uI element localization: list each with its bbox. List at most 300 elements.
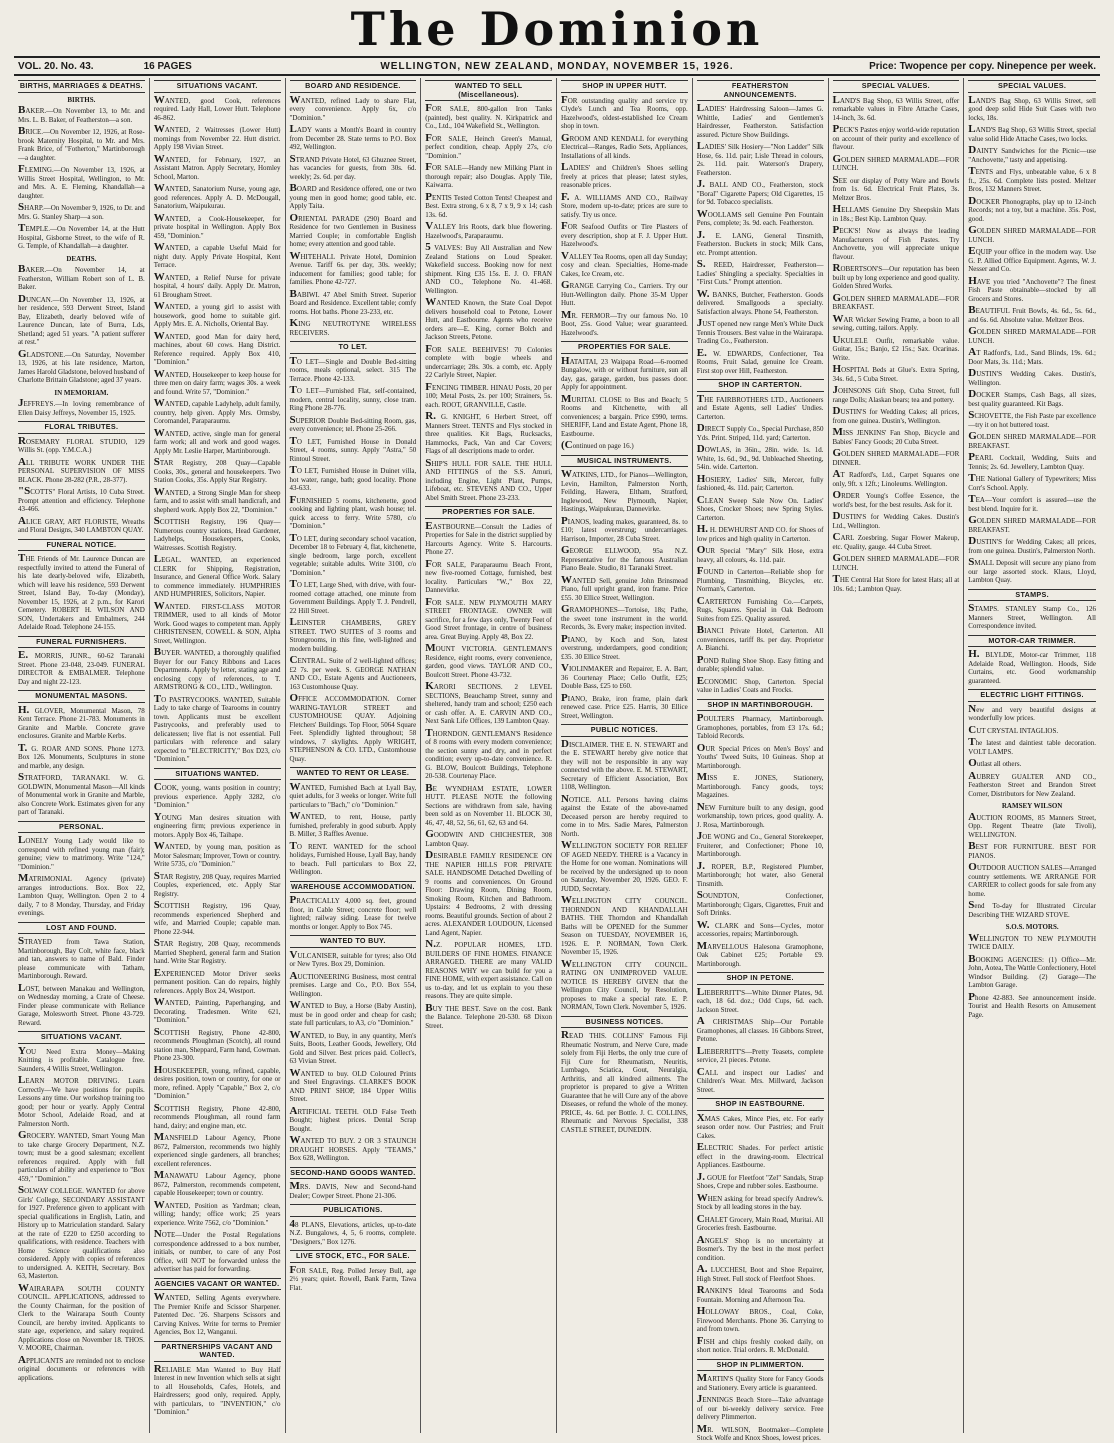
classified-ad: GRAMOPHONES—Tortoise, 18s; Pathe, the sweet tone instrument in the world. Records, 3s. Every make; inspection invited.: [561, 603, 688, 631]
classified-ad: THORNDON. GENTLEMAN'S Residence of 8 rooms with every modern convenience; the section sunny and dry, and in perfect condition; every up-to-date convenience. R. G. BLOW, Boulcott Buildings, Telephone 20-538. Courtenay Place.: [425, 726, 552, 780]
classified-ad: BIANCI Private Hotel, Carterton. All conveniences, tariff 8s. per day. Proprietor A. Bianchi.: [696, 624, 824, 652]
classified-ad: WANTED, Selling Agents everywhere. The Premier Knife and Scissor Sharpener. Patented Dec. '26. Sharpens Scissors and Carving Knives. Write for terms to Premier Agencies, Box 12, Wanganui.: [153, 1291, 281, 1336]
classified-ad: HAVE you tried "Anchovette"? The finest Fish Paste obtainable—stocked by all Grocers and Stores.: [968, 274, 1096, 303]
classified-ad: TO PASTRYCOOKS. WANTED, Suitable Lady to take charge of Tearooms in country town. Applicants must be excellent Pastrycooks, and preferably used to delicatessen; live flat is not essential. Full particulars with reference and salary expected to "ELECTRICITY," Box D23, c/o "Dominion.": [153, 692, 281, 763]
classified-ad: SOLWAY COLLEGE. WANTED for above Girls' College, SECONDARY ASSISTANT for 1927. Preference given to applicant with special qualifications in English, Latin, and History up to Matriculation standard. Salary at the rate of £220 to £250 according to qualifications, with residence. Teachers with Home Science qualifications also considered. Apply with copies of references to undersigned. A. KEITH, Secretary. Box 63, Masterton.: [18, 1184, 145, 1280]
classified-ad: WANTED, a capable Useful Maid for night duty. Apply Private Hospital, Kent Terrace.: [153, 241, 281, 269]
classified-ad: F. A. WILLIAMS AND CO., Railway Store, modern up-to-date; prices are sure to satisfy. Try us once.: [561, 190, 688, 219]
classified-ad: HELLAMS Genuine Dry Sheepskin Mats in 18s.; Best Kip. Lambton Quay.: [832, 203, 960, 223]
classified-ad: MATRIMONIAL Agency (private) arranges introductions. Box. Box 22, Lambton Quay, Wellington. Open 2 to 4 daily, 7 to 8 Monday, Thursday, and Friday evenings.: [18, 872, 145, 917]
classified-ad: OUR Special "Mary" Silk Hose, extra heavy, all colours, 4s. 11d. pair.: [696, 544, 824, 564]
section-heading: FLORAL TRIBUTES.: [18, 421, 145, 434]
classified-ad: BRICE.—On November 12, 1926, at Rose-brook Maternity Hospital, to Mr. and Mrs. Frank Brice, of "Fotherton," Martinborough—a daughter.: [18, 125, 145, 162]
classified-ad: SCHOVETTE, the Fish Paste par excellence—try it on hot buttered toast.: [968, 409, 1096, 429]
section-heading: MUSICAL INSTRUMENTS.: [561, 455, 688, 468]
section-heading: STAMPS.: [968, 589, 1096, 602]
classified-ad: MURITAI. CLOSE to Bus and Beach; 5 Rooms and Kitchenette, with all conveniences; a bargain. Price £990, terms. SHERIFF, Land and Estate Agent, Phone 18, Eastbourne.: [561, 392, 688, 438]
classified-ad: WELLINGTON CITY COUNCIL. THORNDON AND KHANDALLAH BATHS. THE Thorndon and Khandallah Baths will be OPENED for the Summer Season on TUESDAY, NOVEMBER 16, 1926. E. P. NORMAN, Town Clerk. November 15, 1926.: [561, 894, 688, 956]
section-heading: MONUMENTAL MASONS.: [18, 690, 145, 703]
classified-ad: TO LET, Large Shed, with drive, with four-roomed cottage attached, one minute from Government Buildings. Apply T. J. Pendrell, 22 Hill Street.: [289, 578, 417, 615]
classified-ad: DISCLAIMER. THE E. N. STEWART and the E. STEWART hereby give notice that they will not be responsible in any way connected with the above. E. M. STEWART, Secretary of Efficient Association, Box 1108, Wellington.: [561, 737, 688, 791]
classified-ad: WANTED, a Cook-Housekeeper, for private hospital in Wellington. Apply Box 459, "Dominion.": [153, 211, 281, 240]
classified-ad: The latest and daintiest table decoration. VOLT LAMPS.: [968, 736, 1096, 756]
classified-ad: LAND'S Bag Shop, 63 Willis Street, offer remarkable values in Fibre Attache Cases, 14-inch, 3s. 6d.: [832, 93, 960, 122]
classified-ad: CARTERTON Furnishing Co.—Carpets, Rugs, Squares. Special in Oak Bedroom Suites from £25. Quality assured.: [696, 594, 824, 623]
classified-ad: FOUND in Carterton—Reliable shop for Plumbing, Tinsmithing, Bicycles, etc. Norman's, Carterton.: [696, 565, 824, 593]
classified-ad: GOLDEN SHRED MARMALADE—FOR LUNCH.: [968, 325, 1096, 345]
classified-ad: ALL TRIBUTE WORK UNDER THE PERSONAL SUPERVISION OF MISS BLACK. Phone 28-282 (P.R., 28-377).: [18, 455, 145, 484]
classified-section: [18, 255, 145, 385]
classified-ad: SCOTTISH Registry, Phone 42-800, recommends Ploughman (Scotch), all round station man, Sheppard, Farm hand, Cowman. Phone 23-300.: [153, 1025, 281, 1062]
classified-section: [154, 768, 281, 1274]
column-4: [421, 78, 557, 1433]
classified-ad: LADIES' Silk Hosiery—"Non Ladder" Silk Hose, 6s. 11d. pair; Lisle Thread in colours, 2s. 11d. pair. Waterson's Drapery, Featherston.: [696, 140, 824, 177]
classified-ad: WANTED. FIRST-CLASS MOTOR TRIMMER, used to all kinds of Motor Work. Good wages to competent man. Apply CHRISTENSEN, COWELL & SON, Alpha Street, Wellington.: [153, 599, 281, 645]
classified-ad: LADIES' Hairdressing Saloon—James G. Whittle, Ladies' and Gentlemen's Hairdresser, Featherston. Satisfaction assured. Picture Show Buildings.: [696, 102, 824, 139]
classified-section: [697, 699, 824, 969]
classified-ad: FOR SALE, Heinch Green's Manual, perfect condition, cheap. Apply 27s, c/o "Dominion.": [425, 131, 552, 160]
classified-section: [697, 379, 824, 695]
classified-ad: W. CLARK and Sons—Cycles, motor accessories, repairs; Martinborough.: [696, 918, 824, 938]
classified-ad: (Continued on page 16.): [561, 439, 634, 451]
classified-ad: CARL Zoesbring, Sugar Flower Makeup, etc. Quality, gauge. 44 Cuba Street.: [832, 531, 960, 551]
place-date: WELLINGTON, NEW ZEALAND, MONDAY, NOVEMBER 15, 1926.: [380, 60, 734, 72]
classified-columns: [14, 78, 1100, 1442]
classified-ad: SUPERIOR Double Bed-sitting Room, gas, every convenience; tel. Phone 25-266.: [289, 413, 417, 433]
classified-ad: THE Central Hat Store for latest Hats; all at 10s. 6d.; Lambton Quay.: [832, 573, 960, 593]
classified-ad: WANTED, Housekeeper to keep house for three men on dairy farm; wages 30s. a week and found. Write 57, "Dominion.": [153, 367, 281, 396]
section-heading: BOARD AND RESIDENCE.: [290, 80, 417, 93]
classified-ad: XMAS Cakes, Mince Pies, etc. For early season order now. Our Pastries; and Fruit Cakes.: [696, 1111, 824, 1140]
masthead: [14, 0, 1100, 56]
classified-ad: WANTED TO BUY. 2 OR 3 STAUNCH DRAUGHT HORSES. Apply "TEAMS," Box 628, Wellington.: [289, 1134, 417, 1162]
classified-ad: JEFFREYS.—In loving remembrance of Ellen Daisy Jeffreys, November 15, 1925.: [18, 397, 145, 417]
page-count: 16 PAGES: [143, 60, 192, 72]
classified-ad: ELECTRIC Shades. For perfect artistic effect in the drawing-room. Electrical Appliances. Eastbourne.: [696, 1141, 824, 1169]
section-heading: SITUATIONS VACANT.: [154, 80, 281, 93]
classified-ad: ECONOMIC Shop, Carterton. Special value in Ladies' Coats and Frocks.: [696, 674, 824, 694]
classified-ad: HOSIERY, Ladies' Silk, Mercer, fully fashioned, 4s. 11d. pair; Carterton.: [696, 472, 824, 492]
classified-ad: TEA—Your comfort is assured—use the best blend. Inquire for it.: [968, 493, 1096, 513]
classified-ad: SHARP.—On November 9, 1926, to Dr. and Mrs. G. Stanley Sharp—a son.: [18, 201, 145, 221]
section-heading: SHOP IN PETONE.: [697, 972, 824, 985]
classified-ad: THE National Gallery of Typewriters; Miss Corr's School. Apply.: [968, 472, 1096, 492]
classified-ad: DUSTIN'S for Wedding Cakes. Dustin's Ltd., Wellington.: [832, 510, 960, 530]
section-subheading: BIRTHS.: [67, 95, 96, 104]
classified-ad: TO LET—Single and Double Bed-sitting rooms, meals optional, select. 315 The Terrace. Phone 42-133.: [289, 354, 417, 383]
classified-ad: YOU Need Extra Money—Making Knitting is profitable. Catalogue free. Saunders, 4 Willis Street, Wellington.: [18, 1044, 145, 1073]
classified-ad: WANTED, a young girl to assist with housework, good home to suitable girl. Apply Mrs. E. A. Nicholls, Oriental Bay.: [153, 300, 281, 328]
classified-ad: Send To-day for Illustrated Circular Describing THE WIZARD STOVE.: [968, 899, 1096, 919]
classified-ad: VALLEY Tea Rooms, open all day Sunday; cosy and clean. Specialties, Home-made Cakes, Ice Cream, etc.: [561, 249, 688, 278]
classified-ad: WANTED, capable Ladyhelp, adult family, country, help given. Apply Mrs. Ormsby, Coromandel, Paraparaumu.: [153, 397, 281, 425]
classified-section: [697, 80, 824, 375]
classified-ad: LEARN MOTOR DRIVING. Learn Correctly—We have positions for pupils. Lessons any time. Our workshop training too good; per hour or yearly. Apply Central Motor School, Adelaide Road, and at Palmerston North.: [18, 1074, 145, 1128]
classified-ad: 48 PLANS, Elevations, articles, up-to-date N.Z. Bungalows, 4, 5, 6 rooms, complete. "Designers," Box 1276.: [289, 1217, 417, 1246]
classified-section: [18, 539, 145, 632]
classified-ad: OUTDOOR AUCTION SALES—Arranged country settlements. WE ARRANGE FOR CARRIER to collect goods for sale from any home.: [968, 861, 1096, 898]
classified-ad: NOTE—Under the Postal Regulations correspondence addressed to a box number, initials, or number, to care of any Post Office, will NOT be forwarded unless the advertiser has paid for forwarding.: [153, 1228, 281, 1273]
classified-ad: J. GOUE for Fleetfoot "Zel" Sandals, Strap Shoes, Crepe and rubber soles. Eastbourne.: [696, 1170, 824, 1190]
classified-ad: STRAND Private Hotel, 63 Ghuznee Street, has vacancies for guests, from 30s. 6d. weekly; 2s. 6d. per day.: [289, 152, 417, 181]
classified-ad: FOR Seafood Outfits or Tire Plasters of every description, shop at F. J. Upper Hutt. Hazelwood's.: [561, 220, 688, 248]
classified-ad: WATKINS, LTD., for Pianos—Wellington, Levin, Hamilton, Palmerston North, Feilding, Hawera, Eltham, Stratford, Inglewood, New Plymouth, Napier, Hastings, Waipukurau, Dannevirke.: [561, 468, 688, 513]
classified-ad: RELIABLE Man Wanted to Buy Half Interest in new Invention which sells at sight to all Households, Cafes, Hotels, and Hairdressers; good only, required. Apply, with particulars, to "INVENTION," c/o "Dominion.": [153, 1362, 281, 1416]
classified-ad: APPLICANTS are reminded not to enclose original documents or references with applications.: [18, 1353, 145, 1382]
classified-ad: GOLDEN SHRED MARMALADE—FOR LUNCH.: [968, 224, 1096, 244]
classified-ad: E. MORRIS, JUNR., 60-62 Taranaki Street. Phone 23-048, 23-049. FUNERAL DIRECTOR & EMBALMER. Telephone Day and night 22-123.: [18, 649, 145, 686]
classified-ad: TO LET, Furnished House in Duinet villa, hot water, range, bath; good locality. Phone 43-633.: [289, 464, 417, 492]
classified-ad: ARTIFICIAL TEETH. OLD False Teeth Bought; highest prices. Dental Scrap Bought.: [289, 1104, 417, 1133]
classified-ad: OFFICE ACCOMMODATION. Corner WARING-TAYLOR STREET and CUSTOMHOUSE QUAY. Adjoining Fletchers' Buildings. Top Floor, 5064 Square Feet. Splendidly lighted throughout; 58 windows, 7 skylights. Apply WRIGHT, STEPHENSON & CO. LTD., Customhouse Quay.: [289, 692, 417, 763]
classified-ad: MISS E. JONES, Stationery, Martinborough. Fancy goods, toys; Magazines.: [696, 771, 824, 799]
classified-ad: R. G. KNIGHT, 6 Herbert Street, off Manners Street. TENTS and Flys stocked in three qualities. Kit Bags, Rucksacks, Hammocks, Pack, Van and Car Covers; Flags of all descriptions made to order.: [425, 410, 552, 455]
classified-ad: BE WYNDHAM ESTATE, LOWER HUTT. PLEASE NOTE the following Sections are withdrawn from sale, having been sold as on November 11. BLOCK 30, 46, 47, 48, 52, 56, 61, 62, 63 and 64.: [425, 781, 552, 827]
classified-section: [154, 1278, 281, 1337]
classified-ad: NOTICE. ALL Persons having claims against the Estate of the above-named Deceased person are hereby required to come in to Mrs. Sadie Mares, Palmerston North.: [561, 792, 688, 838]
classified-ad: DUSTIN'S for Wedding Cakes; all prices, from one guinea. Dustin's, Palmerston North.: [968, 535, 1096, 555]
section-heading: SITUATIONS WANTED.: [154, 768, 281, 781]
classified-ad: MANAWATU Labour Agency, phone 8672, Palmerston, recommends competent, capable Housekeeper; town or country.: [153, 1169, 281, 1197]
section-heading: SHOP IN EASTBOURNE.: [697, 1098, 824, 1111]
classified-ad: OUR Special Prices on Men's Boys' and Youths' Tweed Suits, 10 Guineas. Shop at Martinborough.: [696, 741, 824, 770]
classified-ad: J. BALL AND CO., Featherston, stock "Boral" Cigarette Papers; Old Cigarettes, 15 for 9d. Tobacco specialists.: [696, 178, 824, 206]
classified-ad: BUYER. WANTED, a thoroughly qualified Buyer for our Fancy Ribbons and Laces Departments. Apply by letter, stating age and enclosing copy of references, to T. ARMSTRONG & CO., LTD., Wellington.: [153, 646, 281, 691]
section-subheading: IN MEMORIAM.: [54, 388, 109, 397]
classified-ad: DOWLAS, in 36in., 28in. wide. 1s. 1d. White, 1s. 6d., 9d., 9d. Unbleached Sheeting, 54in. wide. Carterton.: [696, 443, 824, 471]
section-heading: FUNERAL NOTICE.: [18, 539, 145, 552]
classified-ad: WANTED, for February, 1927, an Assistant Matron. Apply Secretary, Homley School, Marton.: [153, 152, 281, 181]
classified-ad: LOST, between Manakau and Wellington, on Wednesday morning, a Crate of Cheese. Finder please communicate with Reliance Garage, Molesworth Street. Phone 43-729. Reward.: [18, 981, 145, 1027]
classified-ad: THE Friends of Mr. Laurence Duncan are respectfully invited to attend the Funeral of his late dearly-beloved wife, Elizabeth, which will leave his residence, 593 Derwent Street, Island Bay, To-day (Monday), November 15, 1926, at 2 p.m., for Karori Cemetery. ROBERT H. WILSON AND SON, Undertakers and Embalmers, 244 Adelaide Road. Telephone 24-155.: [18, 552, 145, 631]
classified-ad: JOHNSONS Gift Shop, Cuba Street, full range Dolls; Alaskan bears; tea and pottery.: [832, 384, 960, 404]
classified-section: [18, 80, 145, 251]
section-heading: LIVE STOCK, ETC., FOR SALE.: [290, 1250, 417, 1263]
classified-ad: NEW Furniture built to any design, good workmanship, town prices, good quality. A. J. Rosa, Martinborough.: [696, 800, 824, 829]
classified-ad: GOLDEN SHRED MARMALADE—FOR BREAKFAST.: [968, 514, 1096, 534]
section-heading: WAREHOUSE ACCOMMODATION.: [290, 881, 417, 894]
classified-ad: WELLINGTON SOCIETY FOR RELIEF OF AGED NEEDY. THERE is a Vacancy in the Home for one woman. Nominations will be received by the undersigned up to noon on Saturday, November 20, 1926. GEO. F. JUDD, Secretary.: [561, 839, 688, 893]
classified-ad: TO LET, Furnished House in Donald Street, 4 rooms, sunny. Apply "Astra," 50 Rintoul Street.: [289, 434, 417, 463]
column-2: [150, 78, 286, 1433]
classified-section: [561, 341, 688, 451]
classified-ad: GOLDEN SHRED MARMALADE—FOR LUNCH.: [832, 152, 960, 172]
classified-ad: DIRECT Supply Co., Special Purchase, 850 Yds. Print. Striped, 11d. yard; Carterton.: [696, 422, 824, 442]
classified-section: [18, 389, 145, 418]
section-heading: SHOP IN CARTERTON.: [697, 379, 824, 392]
classified-ad: HOLLOWAY BROS., Coal, Coke, Firewood Merchants. Phone 36. Carrying to and from town.: [696, 1305, 824, 1333]
classified-ad: TENTS and Flys, unbeatable value, 6 x 8 ft., 25s. 6d. Complete lists posted. Meltzer Bros, 132 Manners Street.: [968, 165, 1096, 193]
column-5: [557, 78, 693, 1433]
section-heading: WANTED TO SELL (Miscellaneous).: [425, 80, 552, 101]
classified-section: [697, 1098, 824, 1355]
classified-ad: YOUNG Man desires situation with engineering firm; previous experience in motors. Apply Box 46, Taihape.: [153, 810, 281, 839]
classified-ad: EASTBOURNE—Consult the Ladies of Properties for Sale in the district supplied by Harcourts Agency. Write S. Harcourts. Phone 27.: [425, 519, 552, 556]
classified-ad: CALL and inspect our Ladies' and Children's Wear. Mrs. Millward, Jackson Street.: [696, 1065, 824, 1094]
classified-ad: W. BANKS, Butcher, Featherston. Goods delivered. Smallgoods a specialty. Satisfaction always. Phone 54, Featherston.: [696, 287, 824, 316]
classified-section: [290, 1204, 417, 1246]
classified-section: [290, 80, 417, 337]
classified-ad: VALLEY Iris Roots, dark blue flowering. Hazelwood's, Paraparaumu.: [425, 220, 552, 240]
classified-ad: A CHRISTMAS Ship—Our Portable Gramophones, all classes. 16 Gibbons Street, Petone.: [696, 1015, 824, 1043]
classified-ad: MISS JENKINS' Fan Shop, Bicycle and Babies' Fancy Goods; 20 Cuba Street.: [832, 426, 960, 446]
classified-ad: AT Radford's, Ltd., Sand Blinds, 19s. 6d.; Door Mats, 3s. 11d.; Mats.: [968, 346, 1096, 366]
classified-ad: HOUSEKEEPER, young, refined, capable, desires position, town or country, for one or more, refined. Apply "Capable," Box 2, c/o "Dominion.": [153, 1063, 281, 1100]
section-heading: FUNERAL FURNISHERS.: [18, 636, 145, 649]
classified-ad: TO LET, during secondary school vacation, December 18 to February 4, flat, kitchenette, single bedroom, large porch, excellent vegetable; suitable adults. Write 3100, c/o "Dominion.": [289, 531, 417, 577]
section-heading: SHOP IN PLIMMERTON.: [697, 1359, 824, 1372]
classified-ad: H. BLYLDE, Motor-car Trimmer, 118 Adelaide Road, Wellington. Hoods, Side Curtains, etc. Good workmanship guaranteed.: [968, 648, 1096, 685]
dateline-left: [18, 61, 258, 72]
section-heading: SPECIAL VALUES.: [968, 80, 1096, 93]
classified-ad: CENTRAL. Suite of 2 well-lighted offices; £2 7s. per week. S. GEORGE NATHAN AND CO., Estate Agents and Auctioneers, 163 Customhouse Quay.: [289, 654, 417, 691]
classified-ad: FOR SALE, 800-gallon Iron Tanks (painted), best quality. N. Kirkpatrick and Co., Ltd., 104 Wakefield St., Wellington.: [425, 102, 552, 130]
classified-ad: DUSTIN'S Wedding Cakes. Dustin's, Wellington.: [968, 367, 1096, 387]
classified-ad: WHEN asking for bread specify Andrew's. Stock by all leading stores in the bay.: [696, 1191, 824, 1211]
classified-ad: AUCTION ROOMS, 85 Manners Street, Opp. Regent Theatre (late Tivoli), WELLINGTON.: [968, 810, 1096, 839]
classified-section: [561, 80, 688, 337]
classified-section: [290, 1167, 417, 1201]
classified-ad: PIANO, by Koch and Son, latest overstrung, underdampers, good condition; £35. 30 Ellice Street.: [561, 632, 688, 661]
classified-ad: FURNISHED 5 rooms, kitchenette, good cooking and lighting plant, wash house; tel. quick access to ferry. Write 5780, c/o "Dominion.": [289, 493, 417, 530]
column-7: [829, 78, 965, 1433]
classified-ad: SCOTTISH Registry, Phone 42-800, recommends Ploughman, all round farm hand, dairy; and engine man, etc.: [153, 1101, 281, 1130]
section-heading: WANTED TO RENT OR LEASE.: [290, 767, 417, 780]
classified-section: [425, 506, 552, 1030]
classified-ad: Outlast all others.: [968, 757, 1022, 769]
classified-ad: E. W. EDWARDS, Confectioner, Tea Rooms, Fruit Salad, genuine Ice Cream. First stop over Hill, Featherston.: [696, 346, 824, 375]
classified-ad: ALICE GRAY, ART FLORISTE, Wreaths and Floral Designs, 340 LAMBTON QUAY.: [18, 514, 145, 534]
classified-ad: DOCKER Stamps, Cash Bags, all sizes, best quality guaranteed. Kit Bags.: [968, 388, 1096, 408]
classified-section: [290, 341, 417, 763]
masthead-title: The Dominion: [350, 2, 764, 56]
classified-ad: POULTERS Pharmacy, Martinborough. Gramophones, portables, from £3 17s. 6d.; Tabloid Records.: [696, 712, 824, 740]
section-heading: PUBLIC NOTICES.: [561, 724, 688, 737]
section-heading: SPECIAL VALUES.: [833, 80, 960, 93]
classified-ad: LEINSTER CHAMBERS, GREY STREET. TWO SUITES of 3 rooms and Strongrooms, in this fine, well-lighted and modern building.: [289, 616, 417, 653]
classified-ad: GEORGE ELLWOOD, 95a N.Z. Representative for the famous Australian Piano Beale. Studio, 81 Taranaki Street.: [561, 544, 688, 572]
classified-ad: BABIWI. 47 Abel Smith Street. Superior Board and Residence. Excellent table; comfy rooms. Hot baths. Phone 23-233, etc.: [289, 287, 417, 316]
classified-ad: WANTED, active, single man for general farm work; all and work and good wages. Apply Mr. Leslie Harper, Martinborough.: [153, 426, 281, 455]
classified-ad: WANTED, a Strong Single Man for sheep farm, and to assist with small handicraft, and shepherd work. Apply Box 22, "Dominion.": [153, 485, 281, 514]
classified-ad: DAINTY Sandwiches for the Picnic—use "Anchovette," tasty and appetising.: [968, 144, 1096, 164]
classified-ad: FLEMING.—On November 13, 1926, at Willis Street Hospital, Wellington, to Mr. and Mrs. A. E. Fleming, Khandallah—a daughter.: [18, 163, 145, 200]
classified-ad: CLEAN Sweep Sale Now On. Ladies' Shoes, Crocker Shoes; new Spring Styles. Carterton.: [696, 493, 824, 522]
classified-ad: GRANGE Carrying Co., Carriers. Try our Hutt-Wellington daily. Phone 35-M Upper Hutt.: [561, 279, 688, 307]
classified-ad: New and very beautiful designs at wonderfully low prices.: [968, 702, 1096, 722]
classified-ad: WANTED, Furnished Bach at Lyall Bay, quiet adults, for 3 weeks or longer. Write full particulars to "Bach," c/o "Dominion.": [289, 780, 417, 809]
classified-ad: WAR Wicker Sewing Frame, a boon to all sewing, cutting, tailors. Apply.: [832, 312, 960, 332]
classified-ad: MOUNT VICTORIA. GENTLEMAN'S Residence, eight rooms, every convenience, garden, good views. TAYLOR AND CO., Boulcott Street. Phone 43-732.: [425, 642, 552, 679]
classified-ad: PENTIS Tested Cotton Tents! Cheapest and Best. Extra strong, 6 x 8, 7 x 9, 9 x 14; cash 13s. 6d.: [425, 190, 552, 219]
section-heading: SHOP IN UPPER HUTT.: [561, 80, 688, 93]
classified-ad: ORIENTAL PARADE (290) Board and Residence for two Gentlemen in Business Married Couple; in comfortable English home; every attention and good table.: [289, 211, 417, 248]
section-heading: TO LET.: [290, 341, 417, 354]
classified-ad: S. REED, Hairdresser, Featherston—Ladies' Shingling a specialty. Specialties in "First Cuts." Prompt attention.: [696, 258, 824, 286]
section-subheading: RAMSEY WILSON: [1001, 802, 1063, 810]
classified-ad: J. E. LANG, General Tinsmith, Featherston. Buckets in stock; Milk Cans, etc. Prompt attention.: [696, 228, 824, 257]
classified-ad: BOOKING AGENCIES: (1) Office—Mr. John, Aotea, The Wattle Confectionery, Hotel Windsor Building. (2) Garage—The Lambton Garage.: [968, 952, 1096, 989]
classified-ad: MANSFIELD Labour Agency, Phone 8672, Palmerston, recommends two highly experienced single gardeners, all branches; excellent references.: [153, 1131, 281, 1168]
classified-ad: KARORI SECTIONS. 2 LEVEL SECTIONS, Beauchamp Street, sunny and sheltered, handy tram and school; £250 each or cash offer. A. E. CARVIN AND CO., Next Sank Life Offices, 139 Lambton Quay.: [425, 680, 552, 725]
classified-ad: SOUNDTON, Confectioner, Martinborough; Cigars, Cigarettes, Fruit and Soft Drinks.: [696, 889, 824, 917]
classified-ad: WANTED Known, the State Coal Depot delivers household coal to Petone, Lower Hutt, and Eastbourne. Agents who receive orders are—E. King, corner Bolch and Jackson Streets, Petone.: [425, 296, 552, 341]
classified-section: [968, 635, 1096, 686]
classified-section: [18, 690, 145, 817]
classified-section: [697, 972, 824, 1094]
section-heading: PROPERTIES FOR SALE.: [561, 341, 688, 354]
section-heading: SITUATIONS VACANT.: [18, 1031, 145, 1044]
classified-ad: KING NEUTROTYNE WIRELESS RECEIVERS.: [289, 317, 417, 337]
classified-ad: PECK'S Pastes enjoy world-wide reputation on account of their purity and excellence of flavour.: [832, 123, 960, 151]
classified-ad: LIEBERRITT'S—White Dinner Plates, 9d. each, 18 6d. doz.; Odd Cups, 6d. each. Jackson Street.: [696, 985, 824, 1014]
classified-ad: RANKIN'S Ideal Tearooms and Soda Fountain. Morning and Afternoon Tea.: [696, 1284, 824, 1304]
classified-ad: TEMPLE.—On November 14, at the Hutt Hospital, Gisborne Street, to the wife of R. G. Temple, of Khandallah—a daughter.: [18, 222, 145, 250]
classified-ad: DOCKER Phonographs, play up to 12-inch Records; not a toy, but a machine. 35s. Post, good.: [968, 194, 1096, 223]
classified-ad: SEE our display of Potty Ware and Bowls from 1s. 6d. Electrical Fruit Plates, 3s. Meltzer Bros.: [832, 173, 960, 202]
classified-ad: JOE WONG and Co., General Storekeeper, Fruiterer, and Confectioner; Phone 10, Martinborough.: [696, 830, 824, 858]
section-heading: AGENCIES VACANT OR WANTED.: [154, 1278, 281, 1291]
classified-ad: PECK'S! Now as always the leading Manufacturers of Fish Pastes. Try Anchovette, you will appreciate unique flavour.: [832, 224, 960, 261]
classified-ad: WHITEHALL Private Hotel, Dominion Avenue. Tariff 6s. per day, 30s. weekly; inducement for families; good table; for families. Phone 42-727.: [289, 249, 417, 286]
section-subheading: S.O.S. MOTORS.: [1005, 923, 1059, 931]
classified-ad: GOLDEN SHRED MARMALADE—FOR DINNER.: [832, 447, 960, 467]
classified-ad: HOSPITAL Beds at Glue's. Extra Spring, 34s. 6d., 5 Cuba Street.: [832, 363, 960, 383]
classified-ad: BUY THE BEST. Save on the cost. Bank the Balance. Telephone 20-530. 68 Dixon Street.: [425, 1001, 552, 1030]
classified-ad: WANTED to buy. OLD Coloured Prints and Steel Engravings. CLARKE'S BOOK AND PRINT SHOP, 184 Upper Willis Street.: [289, 1066, 417, 1103]
classified-ad: H. H. DEWHURST AND CO. for Shoes of low prices and high quality in Carterton.: [696, 523, 824, 543]
section-heading: LOST AND FOUND.: [18, 922, 145, 935]
classified-ad: FOR SALE. NEW PLYMOUTH MARY STREET FRONTAGE. OWNER will sacrifice, for a few days only, Twenty Feet of Good Street frontage, in centre of business area. Great Buying. Apply 48, Box 22.: [425, 595, 552, 641]
classified-ad: MR. WILSON, Bootmaker—Complete Stock Wolfe and Knox Shoes, lowest prices.: [696, 1422, 824, 1442]
classified-ad: WANTED, to Buy, in any quantity, Men's Suits, Boots, Leather Goods, Jewellery, Old Gold and Silver. Best prices paid. Collect's, 63 Vivian Street.: [289, 1028, 417, 1065]
price-note: Price: Twopence per copy. Ninepence per week.: [869, 60, 1096, 72]
classified-ad: BOARD and Residence offered, one or two young men in good home; good table, etc. Apply Taita.: [289, 182, 417, 210]
classified-ad: GOLDEN SHRED MARMALADE—FOR LUNCH.: [832, 552, 960, 572]
classified-ad: WANTED, Sanatorium Nurse, young age, good references. Apply A. D. McDougall, Sanatorium, Waipukurau.: [153, 182, 281, 210]
classified-ad: DUNCAN.—On November 13, 1926, at her residence, 593 Derwent Street, Island Bay, Elizabeth, dearly beloved wife of Laurence Duncan, late of Burra, Lds, Shetland; aged 51 years. "A patient sufferer at rest.": [18, 292, 145, 346]
classified-section: [154, 80, 281, 764]
classified-section: [290, 767, 417, 877]
classified-ad: CUT CRYSTAL INTAGLIOS.: [968, 723, 1059, 736]
classified-ad: GOLDEN SHRED MARMALADE—FOR BREAKFAST.: [832, 291, 960, 311]
classified-ad: MARTIN'S Quality Store for Fancy Goods and Stationery. Every article is guaranteed.: [696, 1372, 824, 1392]
classified-ad: WAIRARAPA SOUTH COUNTY COUNCIL. APPLICATIONS, addressed to the County Chairman, for the position of Clerk to the Wairarapa South County Council, are hereby invited. Applicants to state age, experience, and salary required. Applications close on November 18. THOS. V. MOORE, Chairman.: [18, 1281, 145, 1352]
classified-ad: STAMPS. STANLEY Stamp Co., 126 Manners Street, Wellington. All Correspondence invited.: [968, 602, 1096, 630]
classified-ad: VIOLINMAKER and Repairer, E. A. Barr, 36 Courtenay Place; Cello Outfit, £25; Double Bass, £25 to £60.: [561, 662, 688, 690]
classified-section: [968, 802, 1096, 919]
section-heading: PUBLICATIONS.: [290, 1204, 417, 1217]
classified-ad: GROCERY. WANTED, Smart Young Man to take charge Grocery Department, N.Z. town; must be a good salesman; excellent references required. Apply with full particulars of ability and experience to "Box 459," "Dominion.": [18, 1129, 145, 1183]
volume-number: VOL. 20. No. 43.: [18, 60, 94, 72]
classified-ad: FOR SALE—Handy new Milking Plant in thorough repair; also Douglas. Apply Tile, Kaiwarra.: [425, 161, 552, 189]
classified-section: [968, 923, 1096, 1019]
classified-ad: WANTED, 2 Waitresses (Lower Hutt) mornings from November 22. Hutt district. Apply 198 Vivian Street.: [153, 123, 281, 151]
classified-section: [18, 636, 145, 687]
section-heading: SECOND-HAND GOODS WANTED.: [290, 1167, 417, 1180]
classified-ad: AUBREY GUALTER AND CO., Featherston Street and Brandon Street Corner, Distributors for New Zealand.: [968, 769, 1096, 798]
classified-ad: FOR outstanding quality and service try Clyde's Lunch and Tea Rooms, opp. Hazelwood's, oldest-established Ice Cream shop in town.: [561, 93, 688, 130]
classified-ad: ROSEMARY FLORAL STUDIO, 129 Willis St. (opp. Y.M.C.A.): [18, 434, 145, 454]
classified-ad: BAKER.—On November 13, to Mr. and Mrs. L. B. Baker, of Featherston—a son.: [18, 104, 145, 124]
section-heading: BIRTHS, MARRIAGES & DEATHS.: [18, 80, 145, 93]
section-subheading: DEATHS.: [66, 254, 97, 263]
classified-ad: STAR Registry, 208 Quay, recommends Married Shepherd, general farm and Station hand. Write Star Registry.: [153, 937, 281, 965]
section-heading: FEATHERSTON ANNOUNCEMENTS.: [697, 80, 824, 101]
classified-section: [561, 1016, 688, 1135]
classified-ad: STRATFORD, TARANAKI. W. G. GOLDWIN, Monumental Mason—All kinds of Monumental work in Granite and Marble, also Concrete Work. Estimates given for any part of Taranaki.: [18, 771, 145, 816]
classified-ad: FENCING TIMBER. HINAU Posts, 20 per 100; Metal Posts, 2s. per 100; Strainers, 5s. each. ROOT, GRANVILLE, Castle.: [425, 380, 552, 409]
classified-section: [154, 1341, 281, 1417]
classified-ad: STAR Registry, 208 Quay—Capable Cooks, 30s., general and housekeepers. Two Station Cooks, 35s. Apply Star Registry.: [153, 456, 281, 484]
classified-ad: Phone 42-883. See announcement inside. Tourist and Health Resorts on Amusement Page.: [968, 990, 1096, 1019]
classified-section: [290, 881, 417, 932]
classified-ad: T. G. ROAR AND SONS. Phone 1273. Box 126. Monuments, Sculptures in stone and marble, any design.: [18, 741, 145, 770]
classified-ad: ANGELS' Shop is no uncertainty at Bosmer's. Try the best in the most perfect condition.: [696, 1233, 824, 1262]
classified-ad: WELLINGTON TO NEW PLYMOUTH TWICE DAILY.: [968, 931, 1096, 951]
classified-ad: LIEBERRITT'S—Pretty Teasets, complete service, 21 pieces. Petone.: [696, 1044, 824, 1064]
classified-ad: PEARL Cocktail, Wedding, Suits and Tennis; 2s. 6d. Jewellery, Lambton Quay.: [968, 451, 1096, 471]
classified-ad: N.Z. POPULAR HOMES, LTD. BUILDERS OF FINE HOMES. FINANCE ARRANGED. THERE are many VALID REASONS WHY we can build for you a FINE HOME, with expert assistance. Call on us to-day, and let us explain to you these reasons. They are quite simple.: [425, 938, 553, 1000]
classified-section: [561, 724, 688, 1012]
column-8: [964, 78, 1100, 1433]
classified-ad: EXPERIENCED Motor Driver seeks permanent position. Can do repairs, highly references. Apply Box 24, Westport.: [153, 966, 281, 995]
classified-ad: A. LUCCHESI, Boot and Shoe Repairer, High Street. Full stock of Fleetfoot Shoes.: [696, 1263, 824, 1283]
classified-ad: HATAITAI, 23 Waipapa Road—6-roomed Bungalow, with or without furniture, sun all day, gas, garage, garden, bus passes door. Apply for appointment.: [561, 354, 688, 391]
classified-ad: CHALET Grocery, Main Road, Muritai. All Groceries fresh. Eastbourne.: [696, 1212, 824, 1232]
classified-ad: GOLDEN SHRED MARMALADE—FOR BREAKFAST.: [968, 430, 1096, 450]
classified-ad: DUSTIN'S for Wedding Cakes; all prices, from one guinea. Dustin's, Wellington.: [832, 405, 960, 425]
classified-ad: VULCANISER, suitable for tyres; also Old or New Tyres. Box 29, Dominion.: [289, 948, 417, 968]
section-heading: SHOP IN MARTINBOROUGH.: [697, 699, 824, 712]
section-heading: PERSONAL.: [18, 821, 145, 834]
column-1: [14, 78, 150, 1433]
classified-ad: WANTED Sell, genuine John Brinsmead Piano, full upright grand, iron frame. Price £55. 30 Ellice Street, Wellington.: [561, 573, 688, 602]
classified-ad: LAND'S Bag Shop, 63 Willis Street, special value solid Hide Attache Cases, two locks.: [968, 123, 1096, 143]
classified-ad: MR. FERMOR—Try our famous No. 10 Boot, 25s. Good Value; wear guaranteed. Hazelwood's.: [561, 308, 688, 337]
classified-ad: SMALL Deposit will secure any piano from our large assorted stock. Klaus, Lloyd, Lambton Quay.: [968, 556, 1096, 584]
classified-ad: TO RENT. WANTED for the school holidays, Furnished House, Lyall Bay, handy to beach. Full particulars to Box 22, Wellington.: [289, 839, 417, 876]
classified-section: [561, 455, 688, 721]
classified-ad: STAR Registry, 208 Quay, requires Married Couples, experienced, etc. Apply Star Registry.: [153, 869, 281, 898]
classified-ad: LADIES' and Children's Shoes selling freely at prices that please; latest styles, reasonable prices.: [561, 161, 688, 189]
classified-ad: DESIRABLE FAMILY RESIDENCE ON THE NAPIER HILLS FOR PRIVATE SALE. HANDSOME Detached Dwelling of 9 rooms and conveniences. On Ground Floor: Drawing Room, Dining Room, Smoking Room, Kitchen and Bathroom. Upstairs: 4 Bedrooms, 2 with dressing rooms. Beautiful grounds. Section of about 2 acres. ALEXANDER LOUDOUN, Licensed Land Agent, Napier.: [425, 849, 552, 937]
classified-ad: TO LET—Furnished Flat, self-contained, modern, central locality, sunny, close tram. Ring Phone 28-776.: [289, 384, 417, 412]
classified-ad: 5 VALVES: Buy All Australian and New Zealand Stations on Loud Speaker. Wakefield success. Booking now for next shipment. King £35 15s. E. J. O. FRAN AND CO., Telephone No. 41-468. Wellington.: [425, 241, 552, 295]
classified-section: [18, 821, 145, 918]
classified-ad: PRACTICALLY 4,000 sq. feet, ground floor, in Cable Street; concrete floor; well lighted; railway siding. Lease for twelve months or longer. Apply to Box 745.: [289, 894, 417, 931]
classified-section: [968, 689, 1096, 798]
classified-ad: FOR SALE, Reg. Polled Jersey Bull, age 2½ years; quiet. Rowell, Bank Farm, Tawa Flat.: [289, 1263, 417, 1292]
classified-ad: THE FAIRBROTHERS LTD., Auctioneers and Estate Agents, sell Ladies' Undies. Carterton.: [696, 392, 824, 421]
classified-section: [833, 80, 960, 593]
classified-ad: AUCTIONEERING Business, most central premises. Large and Co., P.O. Box 554, Wellington.: [289, 969, 417, 998]
classified-ad: EQUIP your office in the modern way. Use G. P. Allied Office Equipment. Agents, W. J. Nesser and Co.: [968, 245, 1096, 273]
classified-section: [697, 1359, 824, 1443]
classified-ad: UKULELE Outfit, remarkable value. Guitar, 15s.; Banjo, £2 15s.; Sax. Ocarinas. Write.: [832, 333, 960, 362]
classified-ad: J. ROPER, B.P., Registered Plumber, Martinborough; hot water, also General Tinsmith.: [696, 859, 824, 888]
classified-ad: H. GLOVER, Monumental Mason, 78 Kent Terrace. Phone 21-783. Monuments in Granite and Marble. Concrete grave enclosures. Granite and Marble Kerbs.: [18, 703, 145, 740]
classified-ad: GLADSTONE.—On Saturday, November 13, 1926, at his late residence, Marton, James Harold Gladstone, beloved husband of Charlotte Brittain Gladstone; aged 37 years.: [18, 347, 145, 384]
classified-ad: PIANO, Brake, iron frame, plain dark renewed case. Price £25. Harris, 30 Ellice Street, Wellington.: [561, 691, 688, 720]
classified-ad: WANTED, Position as Yardman; clean, willing; handy; office work; 25 years experience. Write 7562, c/o "Dominion.": [153, 1198, 281, 1227]
classified-ad: FISH and chips freshly cooked daily, on short notice. Trial orders. R. McDonald.: [696, 1334, 824, 1354]
classified-ad: ROBERTSON'S—Our reputation has been built up by long experience and good quality. Golden Shred Works.: [832, 262, 960, 290]
classified-ad: WANTED, good Cook, references required. Lady Hall, Lower Hutt. Telephone 46-862.: [153, 93, 281, 122]
classified-ad: SHIP'S HULL FOR SALE. THE HULL AND FITTINGS of the S.S. Amuri, including Engine, Light Plant, Pumps, Lifeboat, etc. STEVENS AND CO., Upper Abel Smith Street. Phone 23-233.: [425, 456, 552, 502]
classified-ad: SCOTTISH Registry, 196 Quay, recommends experienced Shepherd and wife, and Married Couple; capable man. Phone 22-944.: [153, 899, 281, 936]
classified-ad: MARVELLOUS Halesona Gramophone, Oak Cabinet £25; Portable £9. Martinborough.: [696, 939, 824, 968]
